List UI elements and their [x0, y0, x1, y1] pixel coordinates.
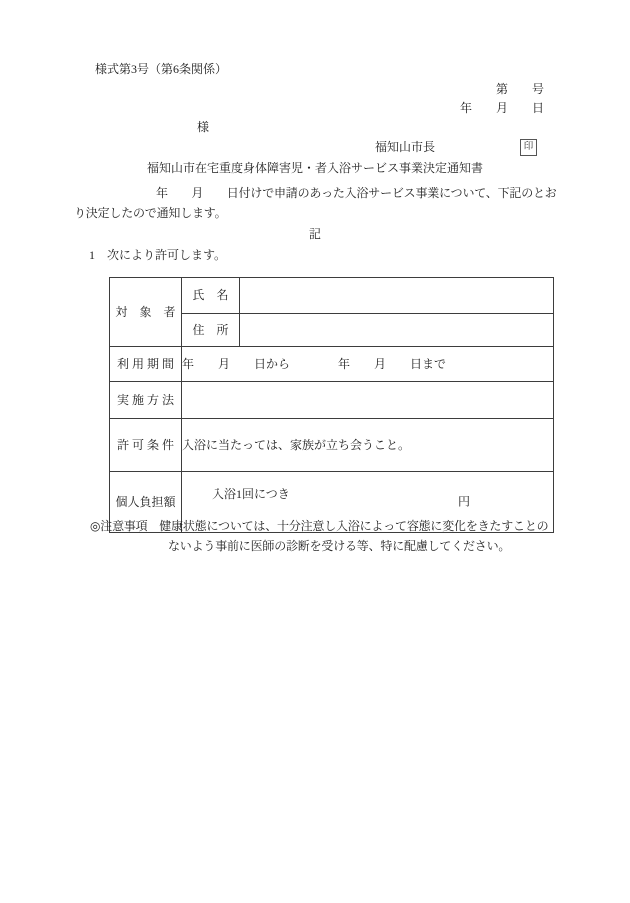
subject-name-label-cell: 氏 名 — [182, 278, 240, 314]
notes-line1: ◎注意事項 健康状態については、十分注意し入浴によって容態に変化をきたすことの — [90, 519, 549, 533]
permission-conditions-label-cell: 許 可 条 件 — [110, 419, 182, 472]
body-paragraph-line1: 年 月 日付けで申請のあった入浴サービス事業について、下記のとお — [156, 186, 557, 200]
sender-name: 福知山市長 — [375, 140, 436, 154]
subject-name-value-cell — [240, 278, 554, 314]
notes-line2: ないよう事前に医師の診断を受ける等、特に配慮してください。 — [168, 539, 511, 553]
document-number-line: 第 号 — [495, 82, 544, 96]
implementation-method-value-cell — [182, 382, 554, 419]
permission-conditions-value-cell: 入浴に当たっては、家族が立ち会うこと。 — [182, 419, 554, 472]
table-row — [110, 382, 554, 419]
item1-text: 1 次により許可します。 — [89, 248, 227, 262]
record-heading: 記 — [308, 227, 321, 241]
implementation-method-label-cell: 実 施 方 法 — [110, 382, 182, 419]
table-row — [110, 278, 554, 314]
personal-burden-label-cell: 個人負担額 — [110, 472, 182, 533]
subject-address-value-cell — [240, 314, 554, 347]
date-line: 年 月 日 — [459, 101, 544, 115]
subject-address-label-cell: 住 所 — [182, 314, 240, 347]
currency-unit-label: 円 — [458, 494, 471, 509]
table-row — [110, 347, 554, 382]
table-row — [110, 419, 554, 472]
usage-period-value-cell: 年 月 日から 年 月 日まで — [182, 347, 554, 382]
body-paragraph-line2: り決定したので通知します。 — [74, 206, 227, 220]
decision-table — [109, 277, 554, 533]
usage-period-label-cell: 利 用 期 間 — [110, 347, 182, 382]
addressee-honorific: 様 — [197, 120, 210, 134]
document-title: 福知山市在宅重度身体障害児・者入浴サービス事業決定通知書 — [146, 161, 483, 175]
personal-burden-text: 入浴1回につき — [212, 487, 290, 501]
subject-label-cell: 対 象 者 — [110, 278, 182, 347]
seal-mark: 印 — [520, 139, 537, 156]
form-number: 様式第3号（第6条関係） — [95, 62, 228, 76]
